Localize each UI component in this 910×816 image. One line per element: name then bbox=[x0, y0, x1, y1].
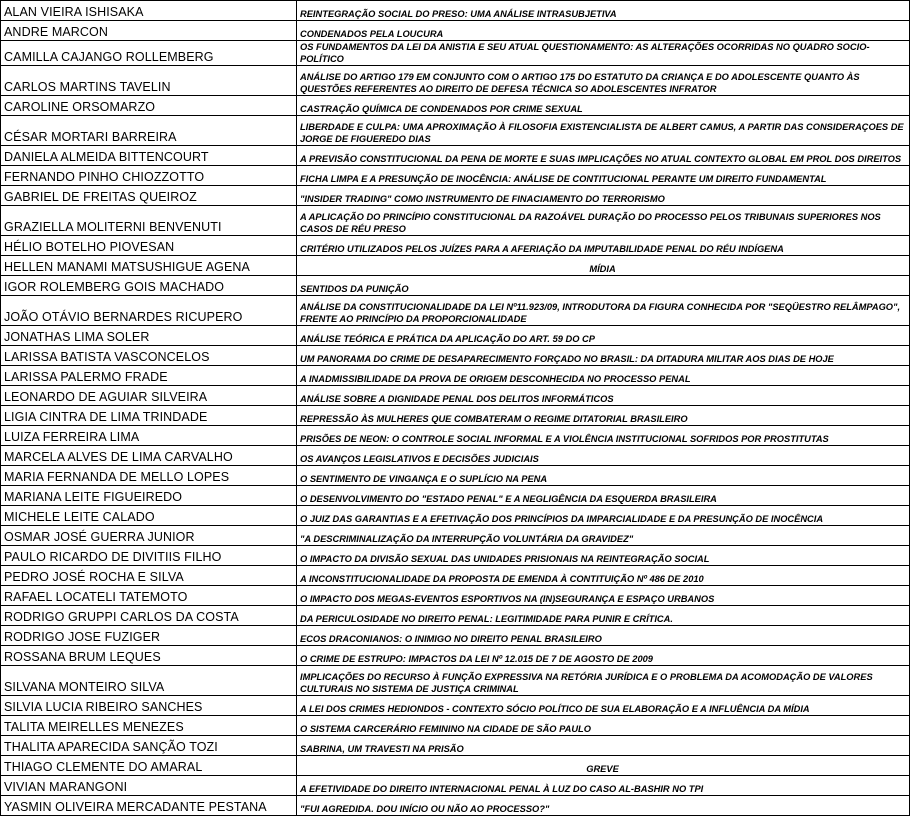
student-name-cell: LARISSA BATISTA VASCONCELOS bbox=[1, 346, 297, 366]
student-name-cell: MARIANA LEITE FIGUEIREDO bbox=[1, 486, 297, 506]
table-row bbox=[1, 1, 910, 21]
thesis-title-cell: O SISTEMA CARCERÁRIO FEMININO NA CIDADE DE SÃO PAULO bbox=[297, 716, 910, 736]
table-row bbox=[1, 586, 910, 606]
table-row bbox=[1, 116, 910, 146]
table-row bbox=[1, 276, 910, 296]
table-row bbox=[1, 346, 910, 366]
table-row bbox=[1, 796, 910, 816]
table-row bbox=[1, 41, 910, 66]
student-name-cell: CAROLINE ORSOMARZO bbox=[1, 96, 297, 116]
student-name-cell: SILVANA MONTEIRO SILVA bbox=[1, 666, 297, 696]
table-row bbox=[1, 776, 910, 796]
table-row bbox=[1, 506, 910, 526]
student-name-cell: GRAZIELLA MOLITERNI BENVENUTI bbox=[1, 206, 297, 236]
table-row bbox=[1, 626, 910, 646]
table-row bbox=[1, 716, 910, 736]
student-name-cell: SILVIA LUCIA RIBEIRO SANCHES bbox=[1, 696, 297, 716]
table-row bbox=[1, 66, 910, 96]
student-name-cell: CAMILLA CAJANGO ROLLEMBERG bbox=[1, 41, 297, 66]
thesis-title-cell: MÍDIA bbox=[297, 256, 910, 276]
thesis-title-cell: IMPLICAÇÕES DO RECURSO À FUNÇÃO EXPRESSIVA NA RETÓRIA JURÍDICA E O PROBLEMA DA ACOMODAÇÃO DE VALORES CULTURAIS NO SISTEMA DE JUSTIÇA CRIMINAL bbox=[297, 666, 910, 696]
student-name-cell: THALITA APARECIDA SANÇÃO TOZI bbox=[1, 736, 297, 756]
thesis-title-cell: SENTIDOS DA PUNIÇÃO bbox=[297, 276, 910, 296]
table-row bbox=[1, 606, 910, 626]
student-name-cell: VIVIAN MARANGONI bbox=[1, 776, 297, 796]
thesis-title-cell: OS AVANÇOS LEGISLATIVOS E DECISÕES JUDICIAIS bbox=[297, 446, 910, 466]
table-row bbox=[1, 756, 910, 776]
table-row bbox=[1, 526, 910, 546]
table-row bbox=[1, 696, 910, 716]
thesis-title-cell: LIBERDADE E CULPA: UMA APROXIMAÇÃO À FILOSOFIA EXISTENCIALISTA DE ALBERT CAMUS, A PARTIR DAS CONSIDERAÇOES DE JORGE DE FIGUEREDO DIAS bbox=[297, 116, 910, 146]
student-name-cell: HELLEN MANAMI MATSUSHIGUE AGENA bbox=[1, 256, 297, 276]
thesis-title-cell: OS FUNDAMENTOS DA LEI DA ANISTIA E SEU ATUAL QUESTIONAMENTO: AS ALTERAÇÕES OCORRIDAS NO QUADRO SOCIO-POLÍTICO bbox=[297, 41, 910, 66]
thesis-title-cell: CRITÉRIO UTILIZADOS PELOS JUÍZES PARA A AFERIAÇÃO DA IMPUTABILIDADE PENAL DO RÉU INDÍGENA bbox=[297, 236, 910, 256]
table-row bbox=[1, 206, 910, 236]
thesis-title-cell: CONDENADOS PELA LOUCURA bbox=[297, 21, 910, 41]
student-name-cell: GABRIEL DE FREITAS QUEIROZ bbox=[1, 186, 297, 206]
thesis-title-cell: ANÁLISE TEÓRICA E PRÁTICA DA APLICAÇÃO DO ART. 59 DO CP bbox=[297, 326, 910, 346]
thesis-title-cell: REINTEGRAÇÃO SOCIAL DO PRESO: UMA ANÁLISE INTRASUBJETIVA bbox=[297, 1, 910, 21]
student-name-cell: THIAGO CLEMENTE DO AMARAL bbox=[1, 756, 297, 776]
thesis-title-cell: REPRESSÃO ÀS MULHERES QUE COMBATERAM O REGIME DITATORIAL BRASILEIRO bbox=[297, 406, 910, 426]
thesis-title-cell: ANÁLISE DO ARTIGO 179 EM CONJUNTO COM O ARTIGO 175 DO ESTATUTO DA CRIANÇA E DO ADOLESCENTE QUANTO ÀS QUESTÕES REFERENTES AO DIREITO DE DEFESA TÉCNICA SO ADOLESCENTES INFRATOR bbox=[297, 66, 910, 96]
thesis-title-cell: "FUI AGREDIDA. DOU INÍCIO OU NÃO AO PROCESSO?" bbox=[297, 796, 910, 816]
table-row bbox=[1, 296, 910, 326]
thesis-title-cell: O IMPACTO DA DIVISÃO SEXUAL DAS UNIDADES PRISIONAIS NA REINTEGRAÇÃO SOCIAL bbox=[297, 546, 910, 566]
student-name-cell: JOÃO OTÁVIO BERNARDES RICUPERO bbox=[1, 296, 297, 326]
student-name-cell: JONATHAS LIMA SOLER bbox=[1, 326, 297, 346]
thesis-title-cell: "INSIDER TRADING" COMO INSTRUMENTO DE FINACIAMENTO DO TERRORISMO bbox=[297, 186, 910, 206]
student-name-cell: PAULO RICARDO DE DIVITIIS FILHO bbox=[1, 546, 297, 566]
table-row bbox=[1, 386, 910, 406]
thesis-title-cell: GREVE bbox=[297, 756, 910, 776]
student-name-cell: CARLOS MARTINS TAVELIN bbox=[1, 66, 297, 96]
thesis-title-cell: ANÁLISE SOBRE A DIGNIDADE PENAL DOS DELITOS INFORMÁTICOS bbox=[297, 386, 910, 406]
table-row bbox=[1, 96, 910, 116]
thesis-title-cell: A INADMISSIBILIDADE DA PROVA DE ORIGEM DESCONHECIDA NO PROCESSO PENAL bbox=[297, 366, 910, 386]
thesis-title-cell: UM PANORAMA DO CRIME DE DESAPARECIMENTO FORÇADO NO BRASIL: DA DITADURA MILITAR AOS DIAS DE HOJE bbox=[297, 346, 910, 366]
thesis-title-cell: O DESENVOLVIMENTO DO "ESTADO PENAL" E A NEGLIGÊNCIA DA ESQUERDA BRASILEIRA bbox=[297, 486, 910, 506]
thesis-title-cell: ANÁLISE DA CONSTITUCIONALIDADE DA LEI Nº11.923/09, INTRODUTORA DA FIGURA CONHECIDA POR "SEQÜESTRO RELÂMPAGO", FRENTE AO PRINCÍPIO DA PROPORCIONALIDADE bbox=[297, 296, 910, 326]
student-name-cell: MARCELA ALVES DE LIMA CARVALHO bbox=[1, 446, 297, 466]
student-name-cell: RAFAEL LOCATELI TATEMOTO bbox=[1, 586, 297, 606]
table-row bbox=[1, 566, 910, 586]
student-name-cell: MARIA FERNANDA DE MELLO LOPES bbox=[1, 466, 297, 486]
thesis-title-cell: PRISÕES DE NEON: O CONTROLE SOCIAL INFORMAL E A VIOLÊNCIA INSTITUCIONAL SOFRIDOS POR PROSTITUTAS bbox=[297, 426, 910, 446]
student-name-cell: YASMIN OLIVEIRA MERCADANTE PESTANA bbox=[1, 796, 297, 816]
table-row bbox=[1, 166, 910, 186]
student-name-cell: MICHELE LEITE CALADO bbox=[1, 506, 297, 526]
student-name-cell: RODRIGO GRUPPI CARLOS DA COSTA bbox=[1, 606, 297, 626]
table-row bbox=[1, 186, 910, 206]
student-name-cell: RODRIGO JOSE FUZIGER bbox=[1, 626, 297, 646]
table-row bbox=[1, 486, 910, 506]
thesis-title-cell: O JUIZ DAS GARANTIAS E A EFETIVAÇÃO DOS PRINCÍPIOS DA IMPARCIALIDADE E DA PRESUNÇÃO DE INOCÊNCIA bbox=[297, 506, 910, 526]
student-name-cell: HÉLIO BOTELHO PIOVESAN bbox=[1, 236, 297, 256]
student-name-cell: CÉSAR MORTARI BARREIRA bbox=[1, 116, 297, 146]
table-row bbox=[1, 236, 910, 256]
table-row bbox=[1, 466, 910, 486]
thesis-title-cell: DA PERICULOSIDADE NO DIREITO PENAL: LEGITIMIDADE PARA PUNIR E CRÍTICA. bbox=[297, 606, 910, 626]
thesis-title-cell: SABRINA, UM TRAVESTI NA PRISÃO bbox=[297, 736, 910, 756]
thesis-title-cell: CASTRAÇÃO QUÍMICA DE CONDENADOS POR CRIME SEXUAL bbox=[297, 96, 910, 116]
thesis-title-cell: A PREVISÃO CONSTITUCIONAL DA PENA DE MORTE E SUAS IMPLICAÇÕES NO ATUAL CONTEXTO GLOBAL EM PROL DOS DIREITOS bbox=[297, 146, 910, 166]
table-row bbox=[1, 366, 910, 386]
thesis-title-cell: A INCONSTITUCIONALIDADE DA PROPOSTA DE EMENDA À CONTITUIÇÃO Nº 486 DE 2010 bbox=[297, 566, 910, 586]
table-row bbox=[1, 426, 910, 446]
student-name-cell: ANDRE MARCON bbox=[1, 21, 297, 41]
thesis-title-cell: ECOS DRACONIANOS: O INIMIGO NO DIREITO PENAL BRASILEIRO bbox=[297, 626, 910, 646]
thesis-title-cell: "A DESCRIMINALIZAÇÃO DA INTERRUPÇÃO VOLUNTÁRIA DA GRAVIDEZ" bbox=[297, 526, 910, 546]
thesis-title-cell: A LEI DOS CRIMES HEDIONDOS - CONTEXTO SÓCIO POLÍTICO DE SUA ELABORAÇÃO E A INFLUÊNCIA DA MÍDIA bbox=[297, 696, 910, 716]
table-row bbox=[1, 256, 910, 276]
thesis-title-cell: A APLICAÇÃO DO PRINCÍPIO CONSTITUCIONAL DA RAZOÁVEL DURAÇÃO DO PROCESSO PELOS TRIBUNAIS SUPERIORES NOS CASOS DE RÉU PRESO bbox=[297, 206, 910, 236]
student-name-cell: LUIZA FERREIRA LIMA bbox=[1, 426, 297, 446]
table-row bbox=[1, 666, 910, 696]
student-name-cell: PEDRO JOSÉ ROCHA E SILVA bbox=[1, 566, 297, 586]
thesis-title-cell: O SENTIMENTO DE VINGANÇA E O SUPLÍCIO NA PENA bbox=[297, 466, 910, 486]
thesis-title-cell: A EFETIVIDADE DO DIREITO INTERNACIONAL PENAL À LUZ DO CASO AL-BASHIR NO TPI bbox=[297, 776, 910, 796]
student-name-cell: ROSSANA BRUM LEQUES bbox=[1, 646, 297, 666]
table-row bbox=[1, 546, 910, 566]
thesis-title-cell: O IMPACTO DOS MEGAS-EVENTOS ESPORTIVOS NA (IN)SEGURANÇA E ESPAÇO URBANOS bbox=[297, 586, 910, 606]
thesis-title-cell: FICHA LIMPA E A PRESUNÇÃO DE INOCÊNCIA: ANÁLISE DE CONTITUCIONAL PERANTE UM DIREITO FUNDAMENTAL bbox=[297, 166, 910, 186]
table-row bbox=[1, 736, 910, 756]
student-name-cell: LIGIA CINTRA DE LIMA TRINDADE bbox=[1, 406, 297, 426]
table-row bbox=[1, 406, 910, 426]
table-row bbox=[1, 21, 910, 41]
table-row bbox=[1, 646, 910, 666]
student-name-cell: LEONARDO DE AGUIAR SILVEIRA bbox=[1, 386, 297, 406]
student-name-cell: TALITA MEIRELLES MENEZES bbox=[1, 716, 297, 736]
student-name-cell: DANIELA ALMEIDA BITTENCOURT bbox=[1, 146, 297, 166]
table-row bbox=[1, 146, 910, 166]
student-name-cell: OSMAR JOSÉ GUERRA JUNIOR bbox=[1, 526, 297, 546]
student-name-cell: FERNANDO PINHO CHIOZZOTTO bbox=[1, 166, 297, 186]
student-name-cell: ALAN VIEIRA ISHISAKA bbox=[1, 1, 297, 21]
table-row bbox=[1, 326, 910, 346]
student-name-cell: IGOR ROLEMBERG GOIS MACHADO bbox=[1, 276, 297, 296]
student-name-cell: LARISSA PALERMO FRADE bbox=[1, 366, 297, 386]
table-row bbox=[1, 446, 910, 466]
thesis-title-cell: O CRIME DE ESTRUPO: IMPACTOS DA LEI Nº 12.015 DE 7 DE AGOSTO DE 2009 bbox=[297, 646, 910, 666]
table-body bbox=[1, 1, 910, 816]
